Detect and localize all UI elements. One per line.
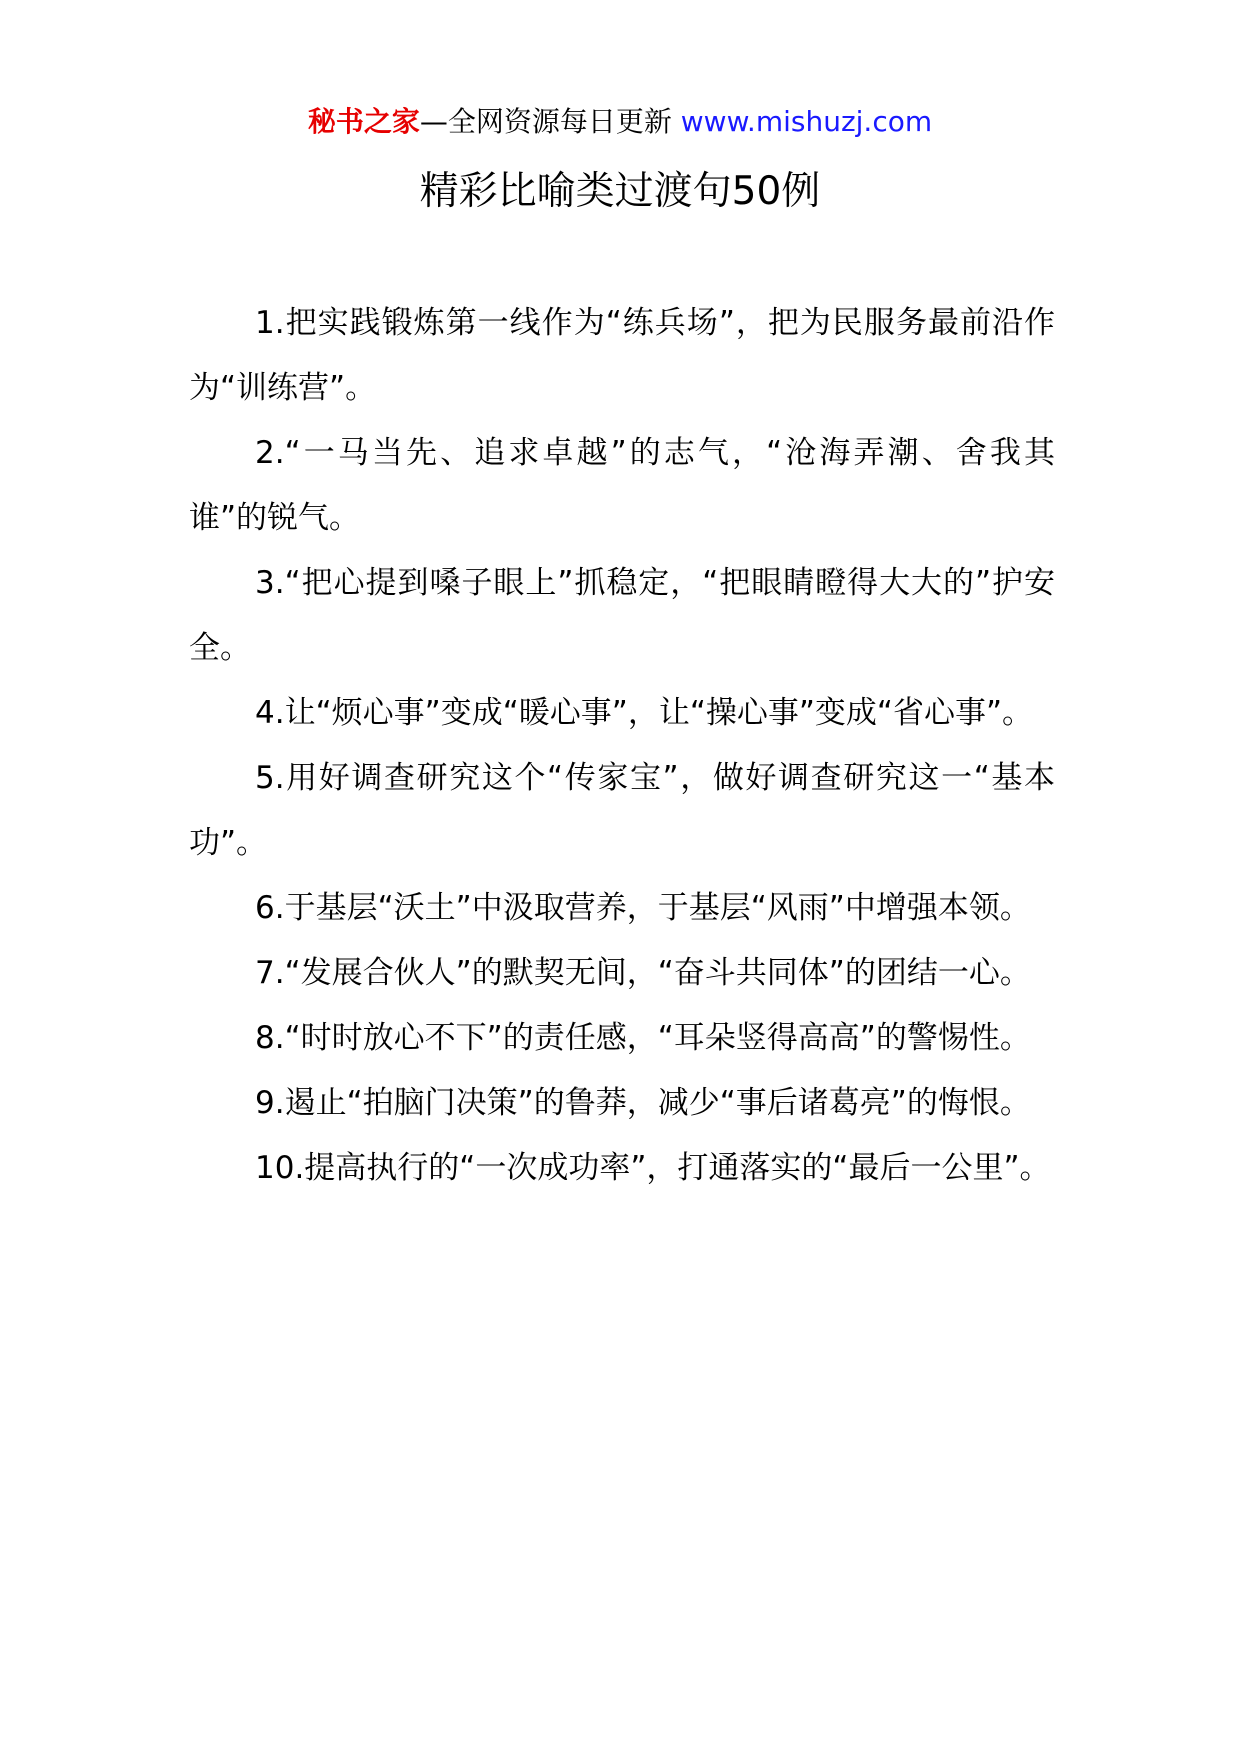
list-item: 6.于基层“沃土”中汲取营养，于基层“风雨”中增强本领。 <box>255 890 1031 926</box>
site-brand: 秘书之家 <box>307 105 420 138</box>
site-url-link[interactable]: www.mishuzj.com <box>680 105 933 138</box>
list-item: 3.“把心提到嗓子眼上”抓稳定，“把眼睛瞪得大大的”护安全。 <box>189 565 1055 666</box>
list-item: 5.用好调查研究这个“传家宝”，做好调查研究这一“基本功”。 <box>189 760 1055 861</box>
list-item: 7.“发展合伙人”的默契无间，“奋斗共同体”的团结一心。 <box>255 955 1031 991</box>
list-item: 2.“一马当先、追求卓越”的志气，“沧海弄潮、舍我其谁”的锐气。 <box>189 435 1055 536</box>
site-header <box>0 102 1240 142</box>
list-item: 8.“时时放心不下”的责任感，“耳朵竖得高高”的警惕性。 <box>255 1020 1031 1056</box>
list-item: 10.提高执行的“一次成功率”，打通落实的“最后一公里”。 <box>255 1150 1051 1186</box>
list-item: 1.把实践锻炼第一线作为“练兵场”，把为民服务最前沿作为“训练营”。 <box>189 305 1055 406</box>
document-title: 精彩比喻类过渡句50例 <box>419 169 821 214</box>
sentence-list <box>189 291 1055 1201</box>
list-item: 9.遏止“拍脑门决策”的鲁莽，减少“事后诸葛亮”的悔恨。 <box>255 1085 1031 1121</box>
list-item: 4.让“烦心事”变成“暖心事”，让“操心事”变成“省心事”。 <box>255 695 1034 731</box>
site-tagline: —全网资源每日更新 <box>419 105 681 138</box>
